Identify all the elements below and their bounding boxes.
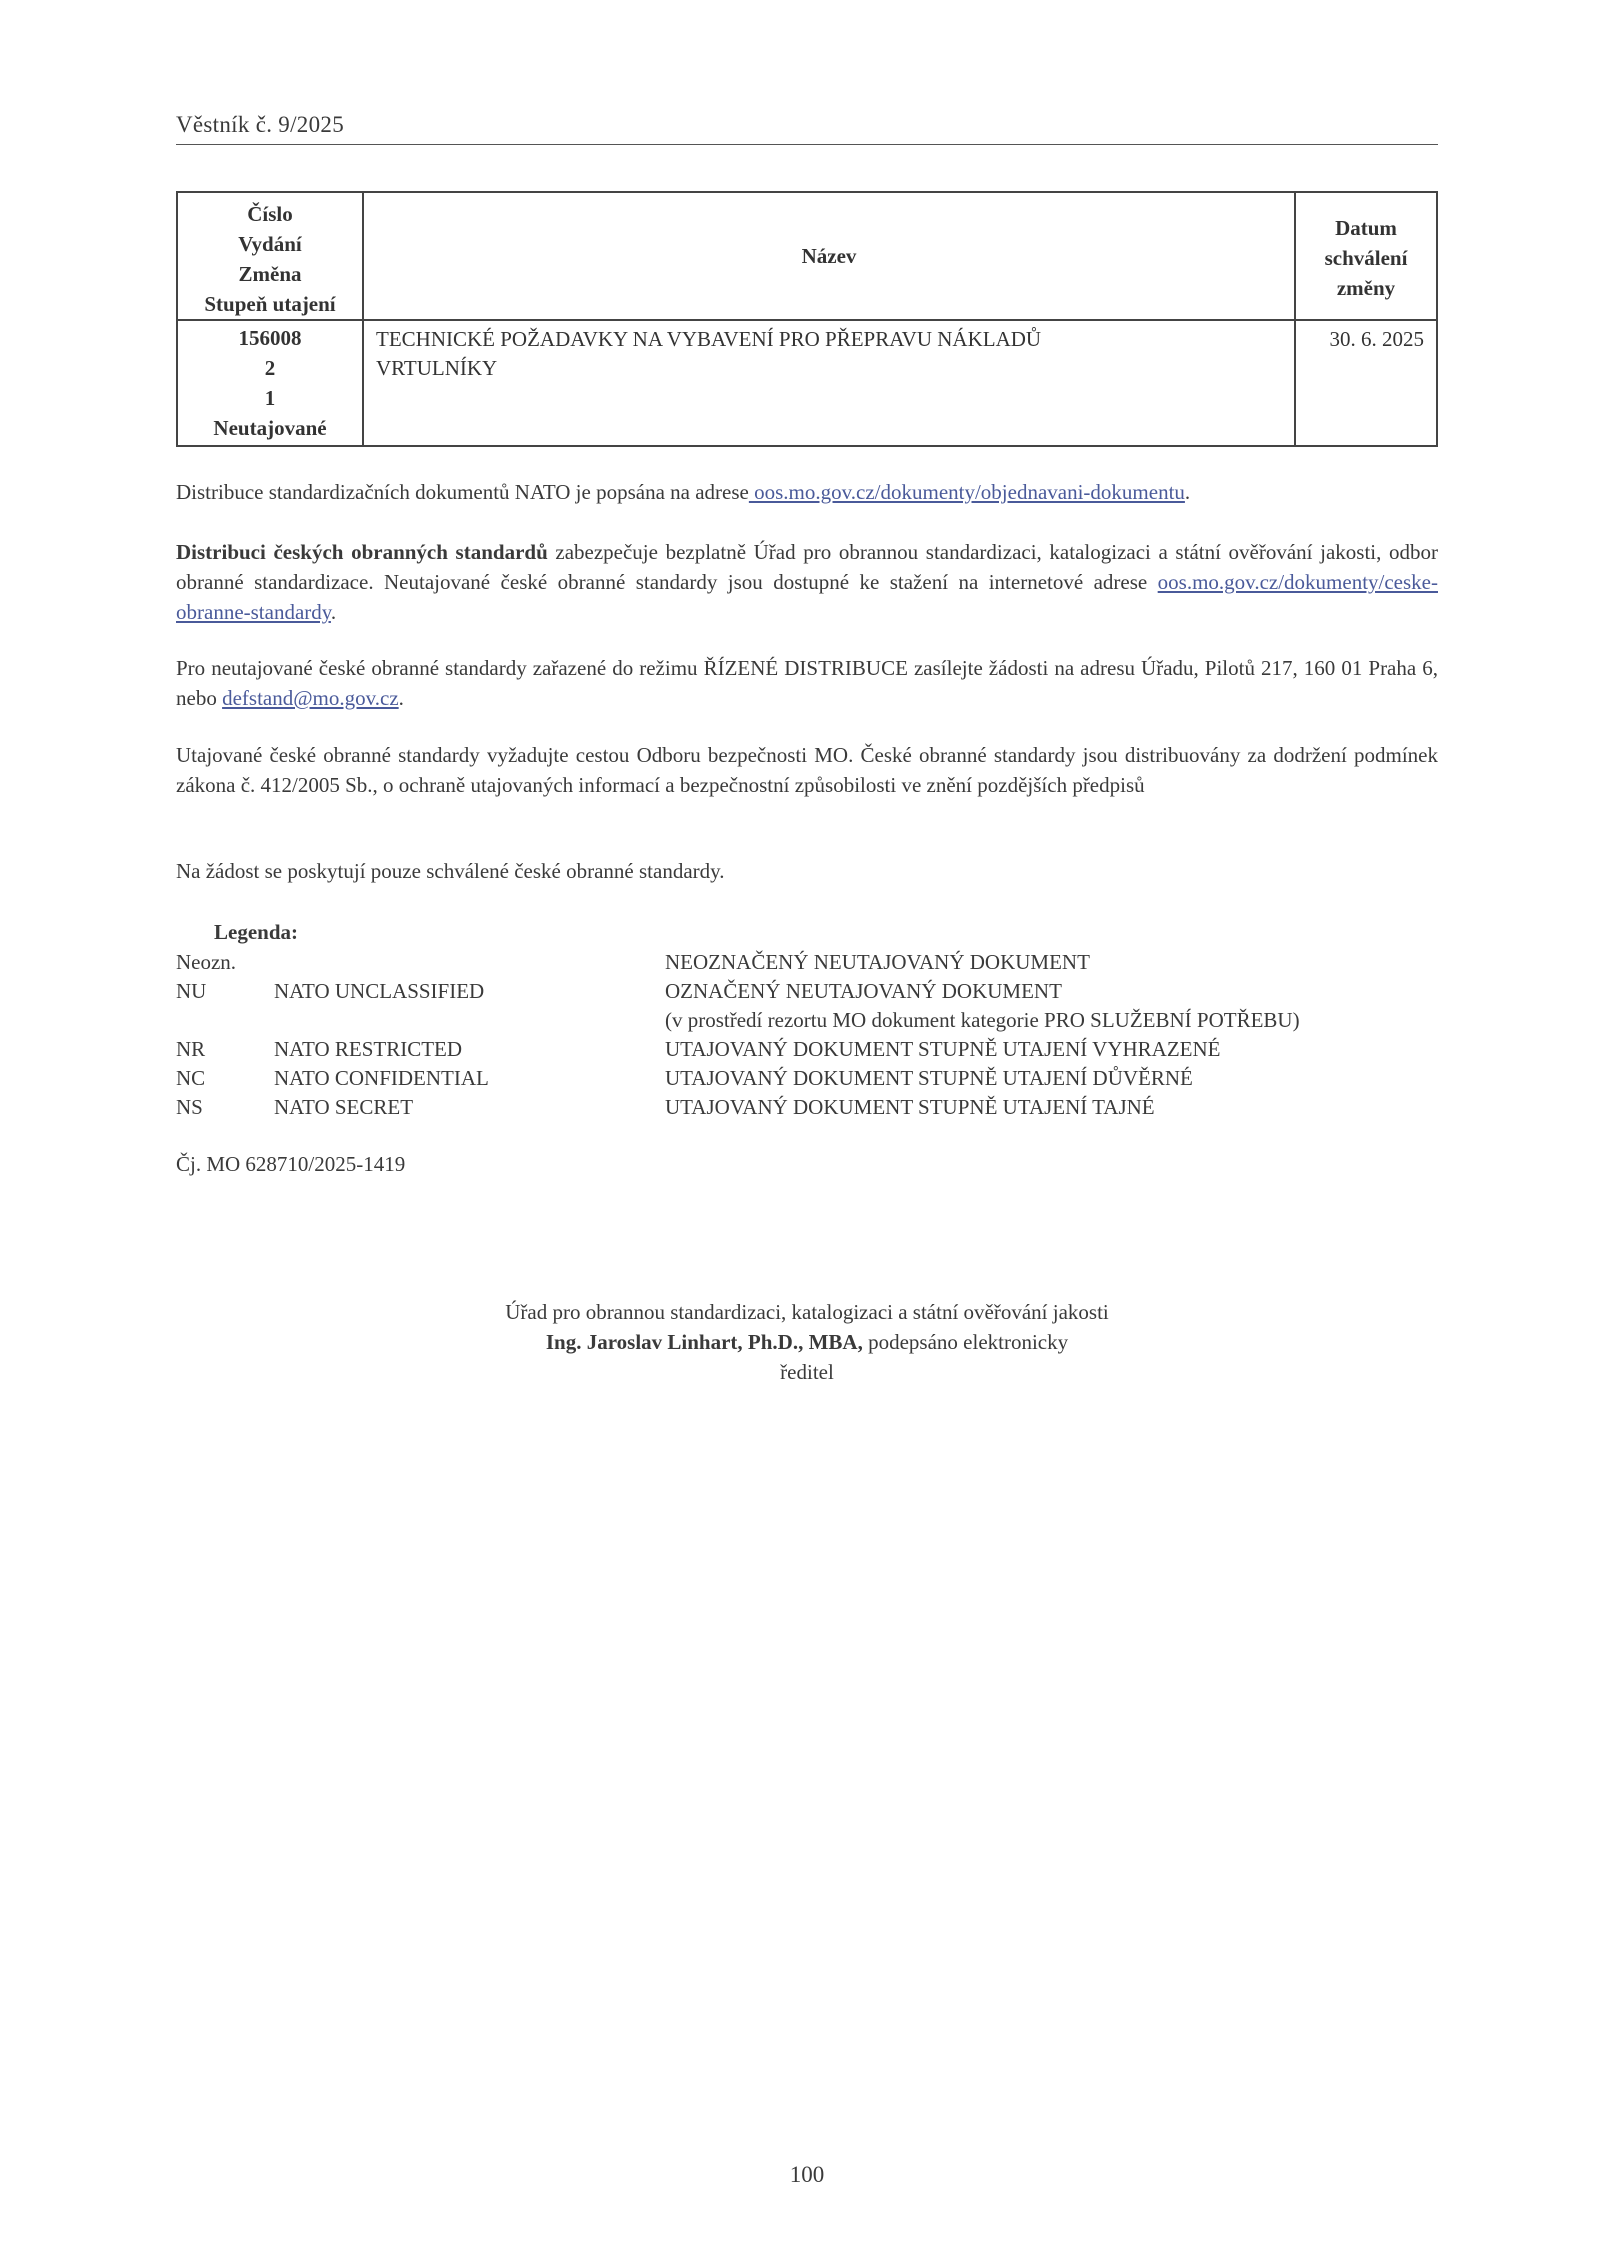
running-title: Věstník č. 9/2025 xyxy=(176,112,1438,145)
paragraph-classified-standards: Utajované české obranné standardy vyžadujte cestou Odboru bezpečnosti MO. České obranné standardy jsou distribuovány za dodržení podmínek zákona č. 412/2005 Sb., o ochraně utajovaných informací a bezpečnostní způsobilosti ve znění pozdějších předpisů xyxy=(176,743,1438,797)
page-number: 100 xyxy=(789,2162,825,2187)
signature-name-line: Ing. Jaroslav Linhart, Ph.D., MBA, podepsáno elektronicky xyxy=(545,1330,1069,1354)
paragraph-czech-standards: Distribuci českých obranných standardů zabezpečuje bezplatně Úřad pro obrannou standardizaci, katalogizaci a státní ověřování jakosti, odbor obranné standardizace. Neutajované české obranné standardy jsou dostupné ke stažení na internetové adrese oos.mo.gov.cz/dokumenty/ceske-obranne-standardy. xyxy=(176,540,1438,624)
signature-office: Úřad pro obrannou standardizaci, katalogizaci a státní ověřování jakosti xyxy=(505,1300,1109,1324)
paragraph-on-request: Na žádost se poskytují pouze schválené české obranné standardy. xyxy=(176,859,725,883)
header-number-issue: Číslo Vydání Změna Stupeň utajení xyxy=(177,192,363,320)
table-header-row xyxy=(177,192,1437,320)
cell-number-issue: 156008 2 1 Neutajované xyxy=(177,320,363,446)
header-approval-date: Datum schválení změny xyxy=(1295,192,1437,320)
link-czech-standards[interactable]: oos.mo.gov.cz/dokumenty/ceske-obranne-standardy xyxy=(176,570,1438,624)
link-nato-documents[interactable]: oos.mo.gov.cz/dokumenty/objednavani-dokumentu xyxy=(748,480,1185,504)
table-row xyxy=(177,320,1437,446)
cell-title: TECHNICKÉ POŽADAVKY NA VYBAVENÍ PRO PŘEPRAVU NÁKLADŮ VRTULNÍKY xyxy=(363,320,1295,446)
header-title: Název xyxy=(363,192,1295,320)
cell-date: 30. 6. 2025 xyxy=(1295,320,1437,446)
signature-role: ředitel xyxy=(780,1360,834,1384)
reference-number: Čj. MO 628710/2025-1419 xyxy=(176,1152,406,1176)
signature-block xyxy=(176,1297,1438,1387)
link-defstand-email[interactable]: defstand@mo.gov.cz xyxy=(222,686,399,710)
paragraph-nato-distribution: Distribuce standardizačních dokumentů NATO je popsána na adrese oos.mo.gov.cz/dokumenty/objednavani-dokumentu. xyxy=(176,480,1191,504)
legend-title: Legenda: xyxy=(214,920,298,944)
standards-table xyxy=(176,191,1438,447)
paragraph-controlled-distribution: Pro neutajované české obranné standardy zařazené do režimu ŘÍZENÉ DISTRIBUCE zasílejte žádosti na adresu Úřadu, Pilotů 217, 160 01 Praha 6, nebo defstand@mo.gov.cz. xyxy=(176,656,1438,710)
